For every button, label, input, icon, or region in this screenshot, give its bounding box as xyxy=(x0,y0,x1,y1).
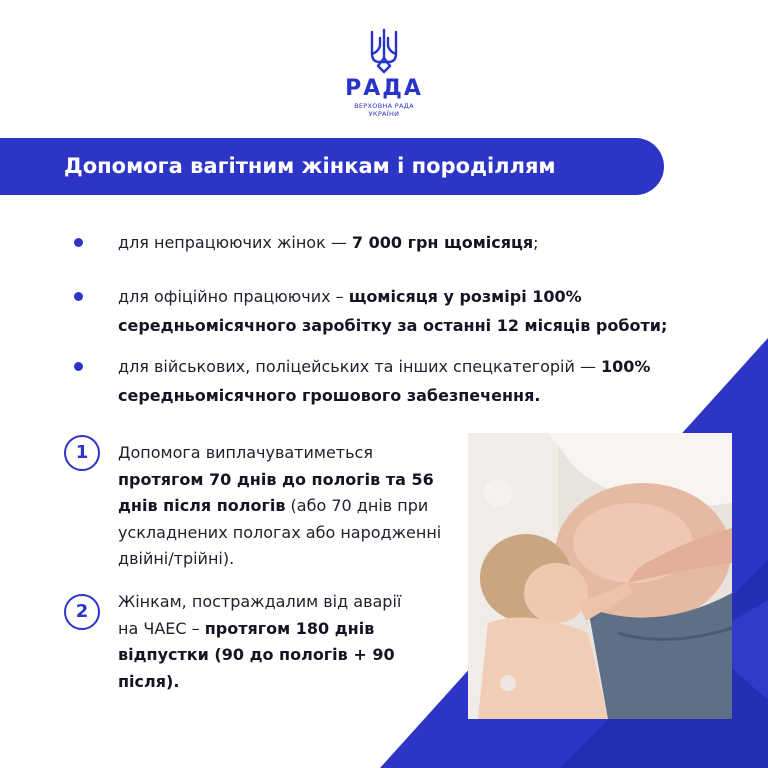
bullet-plain-text: для військових, поліцейських та інших спецкатегорій — xyxy=(118,357,602,376)
bullet-tail-text: ; xyxy=(533,233,539,252)
photo-illustration xyxy=(468,433,732,719)
step-number-badge: 2 xyxy=(64,594,100,630)
bullet-dot xyxy=(74,292,83,301)
title-banner xyxy=(0,138,664,195)
step-number-badge: 1 xyxy=(64,435,100,471)
logo-subtitle-line1: ВЕРХОВНА РАДА xyxy=(354,102,414,110)
bullet-text xyxy=(118,352,698,410)
mother-child-photo xyxy=(468,433,732,719)
step-bold-text: протягом 180 днів відпустки (90 до пологів + 90 після). xyxy=(118,618,395,691)
trident-icon xyxy=(366,28,402,74)
page-title: Допомога вагітним жінкам і породіллям xyxy=(64,154,556,178)
step-bold-text: протягом 70 днів до пологів та 56 днів після пологів xyxy=(118,469,434,515)
bullet-dot xyxy=(74,362,83,371)
step-plain-text: Допомога виплачуватиметься xyxy=(118,443,373,462)
step-text xyxy=(118,440,463,573)
bullet-plain-text: для офіційно працюючих – xyxy=(118,287,349,306)
step-text xyxy=(118,589,418,695)
bullet-bold-text: 7 000 грн щомісяця xyxy=(351,233,534,252)
step-plain-text: Жінкам, постраждалим від аварії на ЧАЕС – xyxy=(118,592,402,638)
bullet-plain-text: для непрацюючих жінок — xyxy=(118,233,352,252)
bullet-bold-text: 100% середньомісячного грошового забезпечення. xyxy=(118,357,651,405)
rada-logo xyxy=(329,28,439,118)
step-tail-text: (або 70 днів при ускладнених пологах або народженні двійні/трійні). xyxy=(118,496,442,568)
logo-subtitle-line2: УКРАЇНИ xyxy=(368,110,400,118)
bullet-text xyxy=(118,228,698,257)
bullet-dot xyxy=(74,238,83,247)
bullet-bold-text: щомісяця у розмірі 100% середньомісячного заробітку за останні 12 місяців роботи; xyxy=(118,287,668,335)
bullet-text xyxy=(118,282,698,340)
logo-wordmark: РАДА xyxy=(345,76,423,101)
